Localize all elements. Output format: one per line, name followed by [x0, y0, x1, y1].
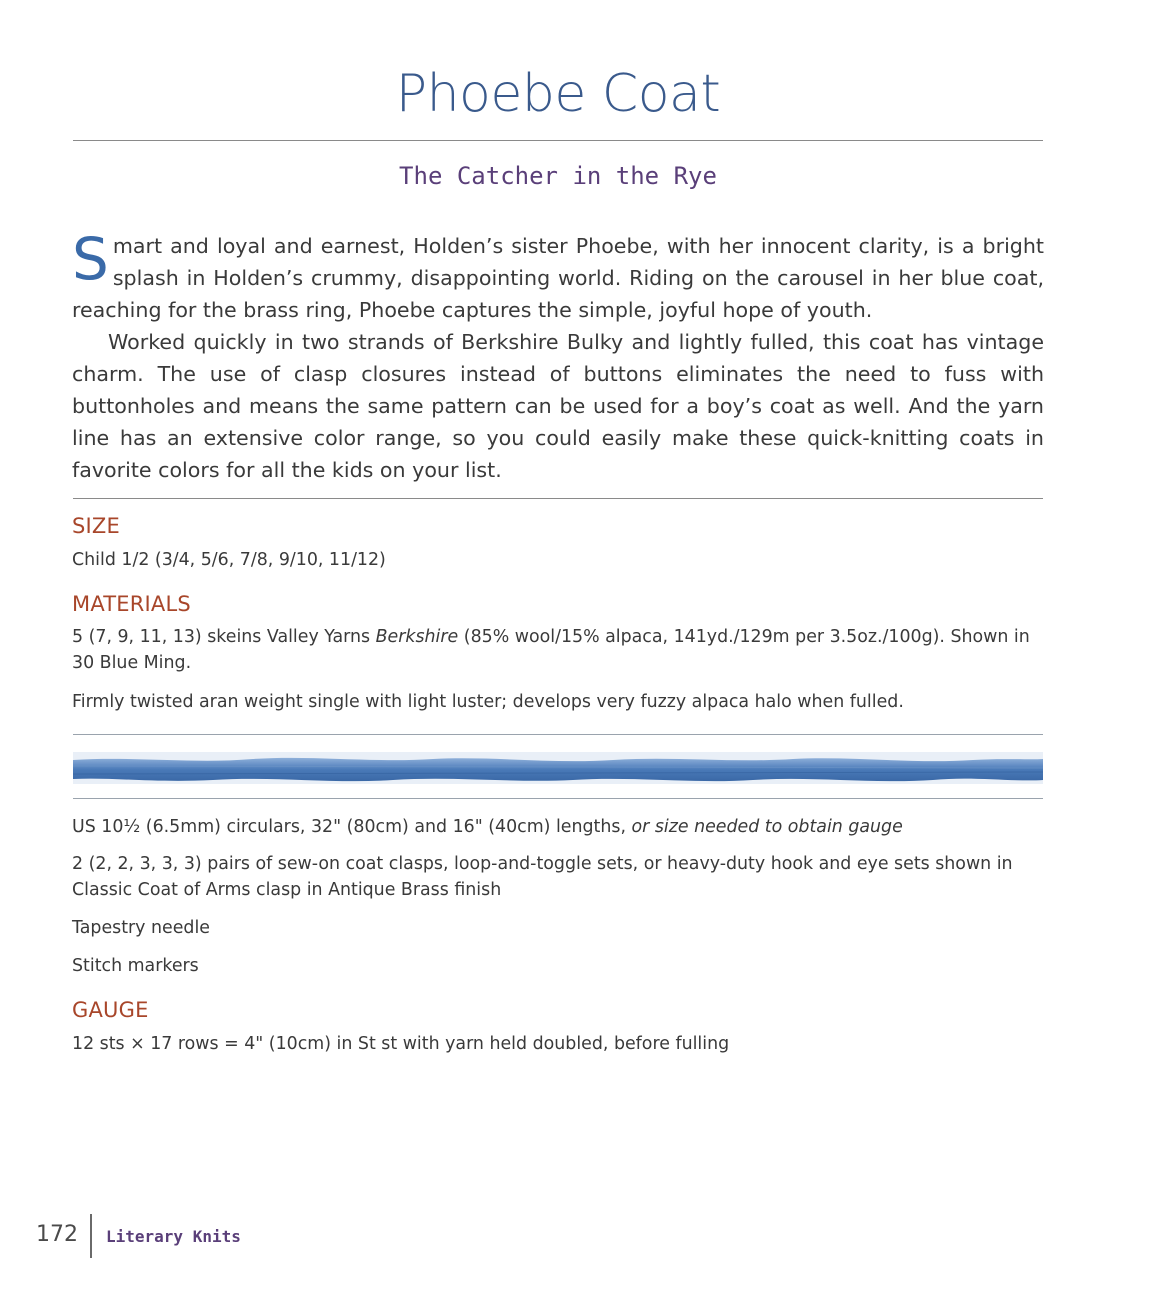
- title-divider: [73, 140, 1043, 141]
- size-text: Child 1/2 (3/4, 5/6, 7/8, 9/10, 11/12): [72, 550, 386, 570]
- intro-text: [72, 225, 1044, 486]
- intro-paragraph-1: [72, 225, 1044, 326]
- intro-divider: [73, 498, 1043, 499]
- yarn-sample-image: [73, 738, 1043, 796]
- page-subtitle: The Catcher in the Rye: [399, 162, 717, 190]
- materials-clasps: 2 (2, 2, 3, 3, 3) pairs of sew-on coat clasps, loop-and-toggle sets, or heavy-duty hook and eye sets shown in Classic Coat of Arms clasp in Antique Brass finish: [72, 854, 1013, 900]
- yarn-band-top-rule: [73, 734, 1043, 735]
- intro-paragraph-2: Worked quickly in two strands of Berkshire Bulky and lightly fulled, this coat has vintage charm. The use of clasp closures instead of buttons eliminates the need to fuss with buttonholes and means the same pattern can be used for a boy’s coat as well. And the yarn line has an extensive color range, so you could easily make these quick-knitting coats in favorite colors for all the kids on your list.: [72, 330, 1044, 482]
- footer-divider: [90, 1214, 92, 1258]
- materials-tapestry-needle: Tapestry needle: [72, 918, 210, 938]
- materials-needles: US 10½ (6.5mm) circulars, 32" (80cm) and 16" (40cm) lengths, or size needed to obtain gauge: [72, 817, 903, 837]
- yarn-band-bottom-rule: [73, 798, 1043, 799]
- size-heading: SIZE: [72, 514, 120, 538]
- page-number: 172: [36, 1222, 78, 1247]
- yarn-strand-graphic: [73, 738, 1043, 796]
- gauge-heading: GAUGE: [72, 998, 149, 1022]
- materials-stitch-markers: Stitch markers: [72, 956, 199, 976]
- drop-cap: S: [72, 225, 109, 293]
- yarn-brand: Berkshire: [375, 627, 459, 647]
- materials-heading: MATERIALS: [72, 592, 191, 616]
- materials-yarn: 5 (7, 9, 11, 13) skeins Valley Yarns Berkshire (85% wool/15% alpaca, 141yd./129m per 3.5oz./100g). Shown in 30 Blue Ming.: [72, 627, 1030, 673]
- gauge-text: 12 sts × 17 rows = 4" (10cm) in St st with yarn held doubled, before fulling: [72, 1034, 730, 1054]
- page-title: Phoebe Coat: [395, 64, 721, 124]
- book-title: Literary Knits: [106, 1227, 241, 1246]
- materials-yarn-note: Firmly twisted aran weight single with light luster; develops very fuzzy alpaca halo when fulled.: [72, 692, 904, 712]
- intro-paragraph-1-text: mart and loyal and earnest, Holden’s sister Phoebe, with her innocent clarity, is a bright splash in Holden’s crummy, disappointing world. Riding on the carousel in her blue coat, reaching for the brass ring, Phoebe captures the simple, joyful hope of youth.: [72, 234, 1044, 322]
